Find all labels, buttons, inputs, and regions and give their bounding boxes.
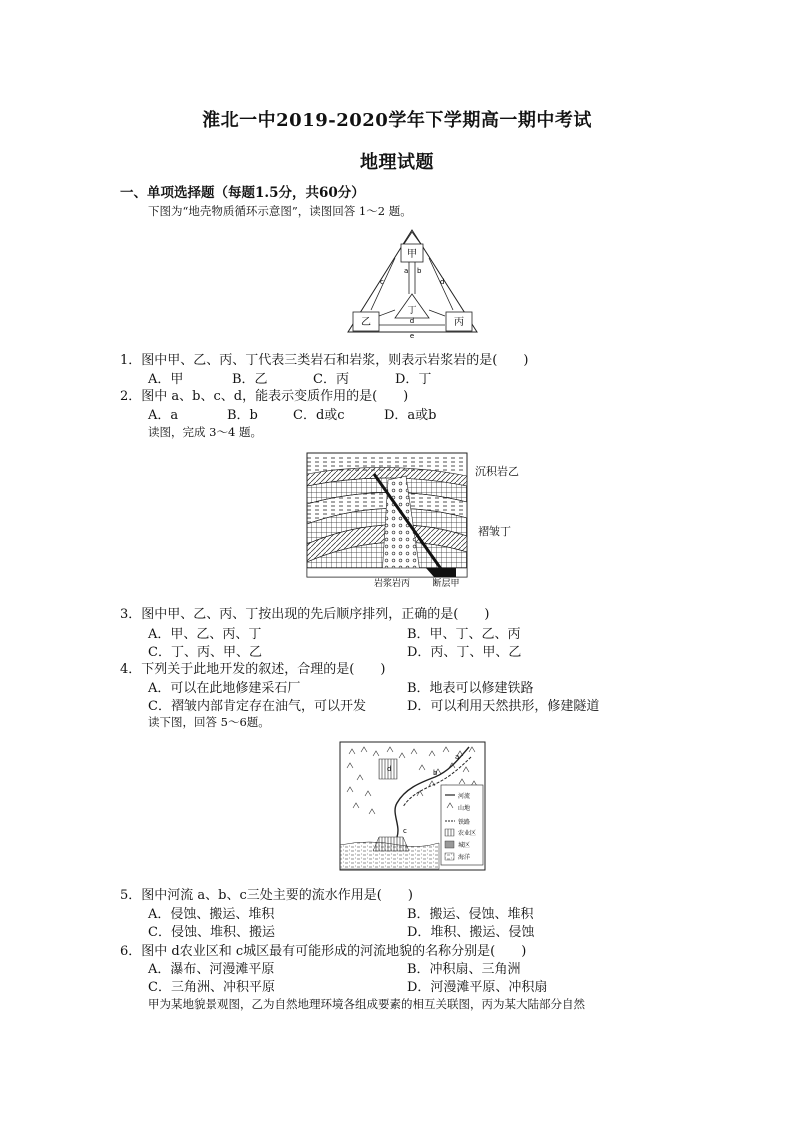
q3-option-a[interactable]: A．甲、乙、丙、丁 <box>148 627 262 642</box>
q5-option-a[interactable]: A．侵蚀、搬运、堆积 <box>148 907 275 922</box>
q6-option-c[interactable]: C．三角洲、冲积平原 <box>148 980 275 995</box>
page-title: 淮北一中2019-2020学年下学期高一期中考试 <box>202 110 592 131</box>
q2-option-c[interactable]: C．d或c <box>293 408 345 423</box>
page-subtitle: 地理试题 <box>360 152 434 173</box>
label-a: a <box>404 267 409 275</box>
node-yi: 乙 <box>361 317 371 328</box>
node-ding: 丁 <box>407 306 417 316</box>
q5-option-c[interactable]: C．侵蚀、堆积、搬运 <box>148 925 275 940</box>
label-magmatic-rock: 岩浆岩丙 <box>373 579 411 589</box>
q3-stem: 3．图中甲、乙、丙、丁按出现的先后顺序排列，正确的是( ) <box>120 607 490 622</box>
q6-stem: 6．图中 d农业区和 c城区最有可能形成的河流地貌的名称分别是( ) <box>120 944 527 959</box>
geology-cross-section <box>306 452 478 590</box>
node-bing: 丙 <box>454 317 464 328</box>
label-e: e <box>409 332 415 340</box>
q4-option-b[interactable]: B．地表可以修建铁路 <box>407 681 534 696</box>
q1-stem: 1．图中甲、乙、丙、丁代表三类岩石和岩浆，则表示岩浆岩的是( ) <box>120 353 529 368</box>
q5-option-d[interactable]: D．堆积、搬运、侵蚀 <box>407 925 535 940</box>
label-c: c <box>380 278 384 286</box>
river-label-a: a <box>455 753 460 761</box>
legend-railway: 铁路 <box>458 819 471 826</box>
q2-option-b[interactable]: B．b <box>227 408 258 423</box>
q5-stem: 5．图中河流 a、b、c三处主要的流水作用是( ) <box>120 888 413 903</box>
label-fold: 褶皱丁 <box>478 525 511 538</box>
q6-option-d[interactable]: D．河漫滩平原、冲积扇 <box>407 980 548 995</box>
q3-option-b[interactable]: B．甲、丁、乙、丙 <box>407 627 521 642</box>
label-fault: 断层甲 <box>432 579 460 589</box>
section-heading: 一、单项选择题（每题1.5分，共60分） <box>120 185 365 201</box>
river-label-b: b <box>433 769 438 777</box>
river-label-d: d <box>387 765 392 773</box>
q1-option-d[interactable]: D．丁 <box>395 372 432 387</box>
legend-river: 河流 <box>458 793 471 800</box>
label-d2: d <box>409 317 415 325</box>
legend-farmland: 农业区 <box>458 830 477 837</box>
q1-option-a[interactable]: A．甲 <box>148 372 184 387</box>
q4-stem: 4．下列关于此地开发的叙述，合理的是( ) <box>120 662 386 677</box>
river-landform-map <box>339 741 486 871</box>
q4-option-c[interactable]: C．褶皱内部肯定存在油气，可以开发 <box>148 699 366 714</box>
legend-ocean: 海洋 <box>458 854 471 861</box>
q2-stem: 2．图中 a、b、c、d，能表示变质作用的是( ) <box>120 389 409 404</box>
label-sedimentary-rock: 沉积岩乙 <box>475 465 519 478</box>
node-jia: 甲 <box>407 249 417 260</box>
intro-text-4: 甲为某地貌景观图，乙为自然地理环境各组成要素的相互关联图，丙为某大陆部分自然 <box>148 997 585 1011</box>
intro-text-1: 下图为“地壳物质循环示意图”，读图回答 1～2 题。 <box>148 204 412 218</box>
q6-option-b[interactable]: B．冲积扇、三角洲 <box>407 962 521 977</box>
intro-text-2: 读图，完成 3～4 题。 <box>148 425 262 439</box>
q4-option-a[interactable]: A．可以在此地修建采石厂 <box>148 681 301 696</box>
legend-mountain: 山地 <box>458 805 471 812</box>
river-label-c: c <box>403 827 407 835</box>
q4-option-d[interactable]: D．可以利用天然拱形，修建隧道 <box>407 699 600 714</box>
intro-text-3: 读下图，回答 5～6题。 <box>148 715 270 729</box>
q1-option-c[interactable]: C．丙 <box>313 372 349 387</box>
q6-option-a[interactable]: A．瀑布、河漫滩平原 <box>148 962 275 977</box>
label-d: d <box>440 278 445 286</box>
q3-option-d[interactable]: D．丙、丁、甲、乙 <box>407 645 522 660</box>
q2-option-a[interactable]: A．a <box>148 408 179 423</box>
q3-option-c[interactable]: C．丁、丙、甲、乙 <box>148 645 262 660</box>
label-b: b <box>417 267 422 275</box>
q2-option-d[interactable]: D．a或b <box>384 408 437 423</box>
q1-option-b[interactable]: B．乙 <box>232 372 268 387</box>
rock-cycle-diagram <box>345 228 480 340</box>
q5-option-b[interactable]: B．搬运、侵蚀、堆积 <box>407 907 534 922</box>
legend-urban: 城区 <box>458 842 471 849</box>
